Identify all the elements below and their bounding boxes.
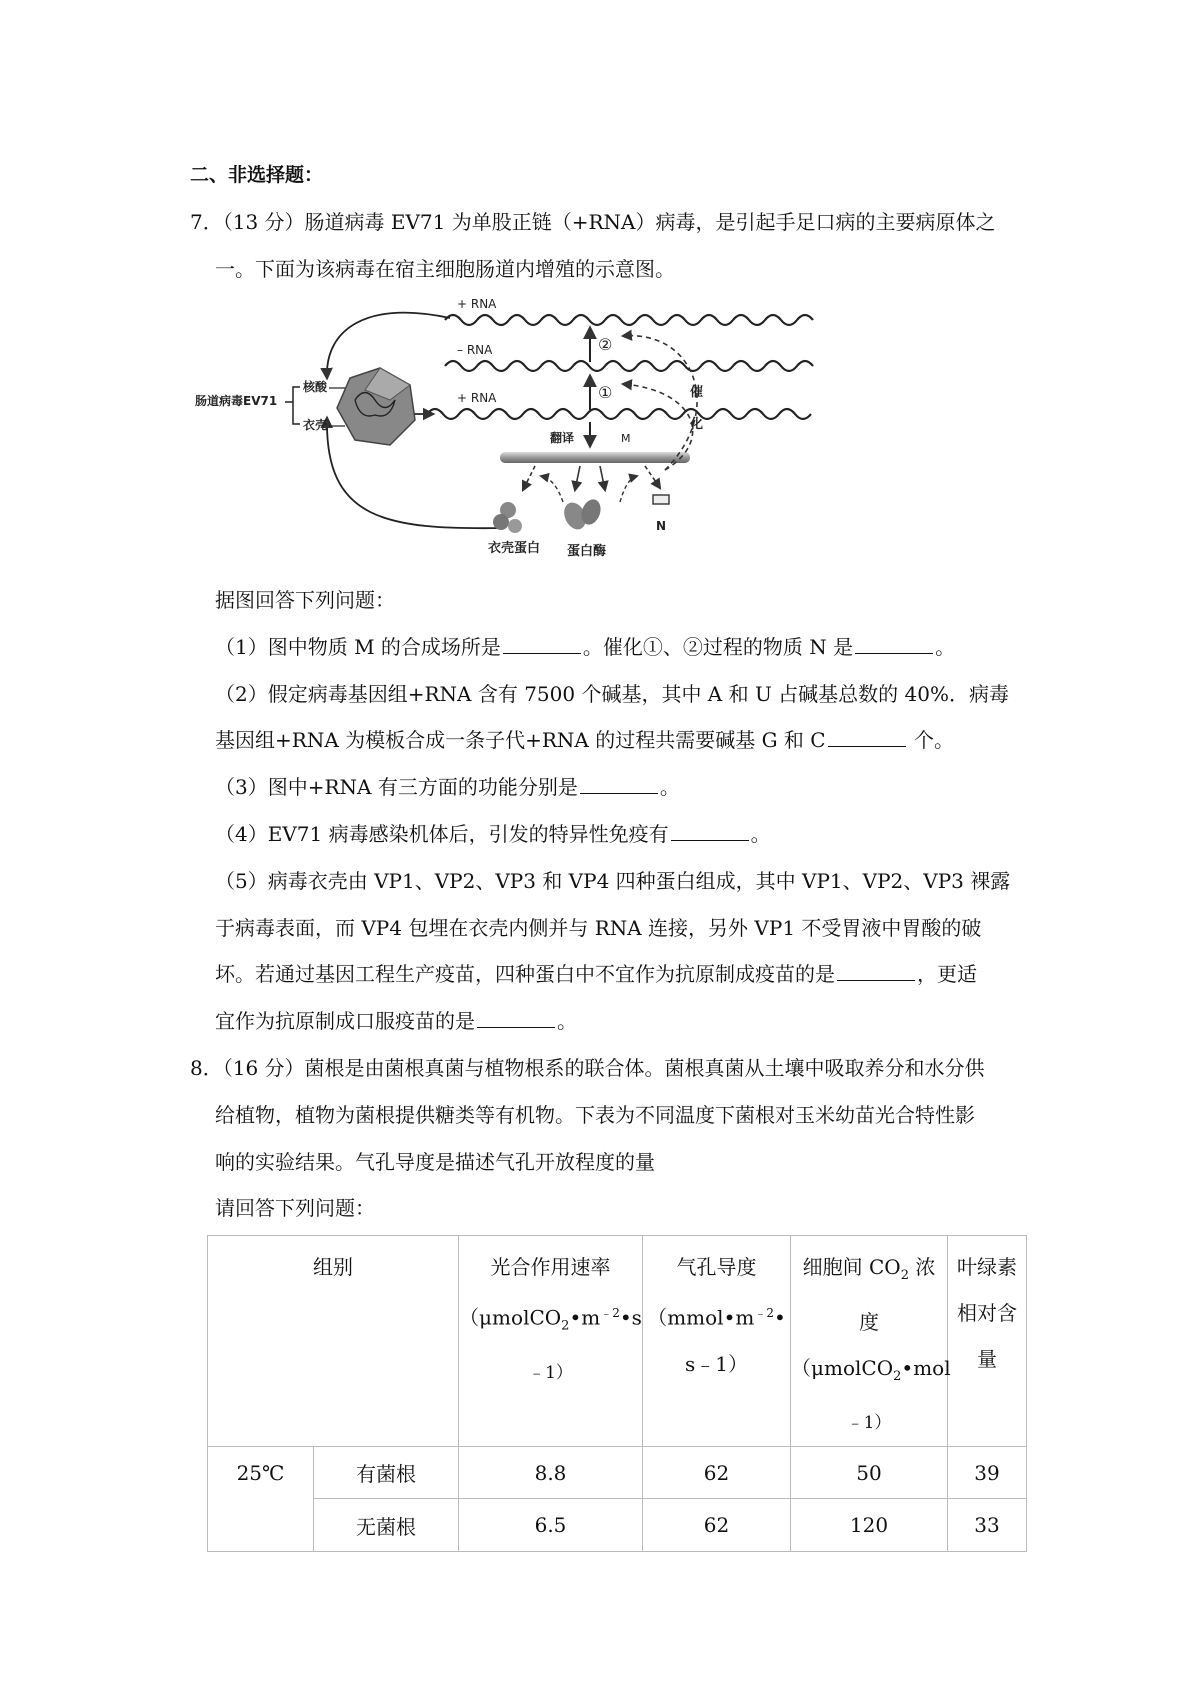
feedback-arrow-top bbox=[327, 313, 450, 378]
stomatal-value: 62 bbox=[643, 1447, 791, 1499]
capsid-protein-label: 衣壳蛋白 bbox=[488, 541, 541, 556]
answer-blank[interactable] bbox=[477, 1009, 555, 1028]
answer-blank[interactable] bbox=[580, 775, 658, 794]
temperature-cell bbox=[208, 1447, 314, 1552]
co2-value: 50 bbox=[791, 1447, 948, 1499]
virus-label: 肠道病毒EV71 bbox=[195, 394, 278, 408]
q7-sub4-part-a: （4）EV71 病毒感染机体后，引发的特异性免疫有 bbox=[215, 822, 669, 846]
header-co2-line3: （μmolCO$_2$•mol bbox=[791, 1356, 951, 1384]
q7-sub4-part-b: 。 bbox=[750, 822, 771, 846]
q7-sub5-line2: 于病毒表面，而 VP4 包埋在衣壳内侧并与 RNA 连接，另外 VP1 不受胃液中胃酸的破 bbox=[215, 916, 982, 940]
arrow-to-n bbox=[645, 466, 660, 488]
rna-minus-label: – RNA bbox=[457, 343, 493, 357]
rna-plus-top-label: + RNA bbox=[457, 297, 497, 311]
q7-sub1-part-c: 。 bbox=[935, 635, 956, 659]
arrow-to-protease-2 bbox=[600, 466, 605, 490]
rna-plus-mid-strand bbox=[427, 409, 811, 419]
q7-sub4 bbox=[215, 818, 771, 847]
arrow-to-capsid-protein bbox=[523, 466, 535, 490]
arrow-to-protease bbox=[575, 466, 580, 490]
protease-cut-arrow-left bbox=[541, 476, 563, 502]
answer-blank[interactable] bbox=[671, 822, 749, 841]
step1-marker: ① bbox=[598, 383, 613, 402]
q7-line1: 7．（13 分）肠道病毒 EV71 为单股正链（+RNA）病毒，是引起手足口病的主要病原体之 bbox=[190, 210, 996, 234]
table-row bbox=[208, 1499, 1027, 1552]
answer-blank[interactable] bbox=[837, 962, 915, 981]
header-photo-line3: ﹣1） bbox=[528, 1362, 573, 1383]
catalyze-char-2: 化 bbox=[690, 417, 704, 432]
rna-plus-top-strand bbox=[445, 315, 813, 325]
q7-sub2-part-a: 基因组+RNA 为模板合成一条子代+RNA 的过程共需要碱基 G 和 C bbox=[215, 728, 826, 752]
header-stoma-line3: s﹣1） bbox=[685, 1351, 748, 1376]
answer-blank[interactable] bbox=[503, 635, 581, 654]
table-row bbox=[208, 1447, 1027, 1499]
q7-sub1 bbox=[215, 631, 955, 660]
q7-sub3-part-a: （3）图中+RNA 有三方面的功能分别是 bbox=[215, 775, 578, 799]
q7-sub2-line1: （2）假定病毒基因组+RNA 含有 7500 个碱基，其中 A 和 U 占碱基总数的 40%．病毒 bbox=[215, 682, 1009, 706]
q7-sub5-line1: （5）病毒衣壳由 VP1、VP2、VP3 和 VP4 四种蛋白组成，其中 VP1、VP2、VP3 裸露 bbox=[215, 869, 1011, 893]
q7-sub3-part-b: 。 bbox=[659, 775, 680, 799]
photosynthesis-value: 6.5 bbox=[459, 1499, 643, 1552]
q8-line3: 响的实验结果。气孔导度是描述气孔开放程度的量 bbox=[215, 1150, 655, 1174]
header-photo-line1: 光合作用速率 bbox=[490, 1255, 611, 1279]
virus-replication-diagram bbox=[195, 290, 765, 570]
m-label: M bbox=[621, 432, 631, 445]
q7-sub1-part-a: （1）图中物质 M 的合成场所是 bbox=[215, 635, 501, 659]
nucleic-acid-label: 核酸 bbox=[303, 380, 328, 394]
header-photo-line2: （$\mu molCO_2•m^{﹣2}•s$ bbox=[459, 1305, 642, 1334]
step2-marker: ② bbox=[598, 335, 613, 354]
header-group-text: 组别 bbox=[313, 1255, 353, 1279]
header-stomatal-conductance bbox=[643, 1236, 791, 1447]
q8-prompt: 请回答下列问题： bbox=[215, 1196, 375, 1220]
header-co2-line4: ﹣1） bbox=[846, 1413, 892, 1433]
capsid-label: 衣壳 bbox=[303, 418, 328, 432]
chlorophyll-value: 33 bbox=[948, 1499, 1027, 1552]
m-polypeptide-bar bbox=[500, 452, 690, 463]
header-co2-line1: 细胞间 $CO_2$ 浓 bbox=[802, 1255, 936, 1283]
header-co2-line2: 度 bbox=[859, 1310, 879, 1334]
capsid-protein-icon bbox=[493, 502, 522, 533]
q7-sub3 bbox=[215, 771, 680, 800]
q7-sub5-line3 bbox=[215, 958, 977, 987]
header-chl-line3: 量 bbox=[977, 1347, 997, 1371]
answer-blank[interactable] bbox=[855, 635, 933, 654]
header-stoma-line2: （$mmol•m^{﹣2}•$ bbox=[647, 1305, 786, 1330]
answer-blank[interactable] bbox=[828, 728, 906, 747]
row-label: 有菌根 bbox=[314, 1447, 459, 1499]
table-header-row bbox=[208, 1236, 1027, 1447]
q7-line2: 一。下面为该病毒在宿主细胞肠道内增殖的示意图。 bbox=[215, 257, 675, 281]
virus-particle-icon bbox=[337, 368, 415, 445]
protease-label: 蛋白酶 bbox=[567, 544, 607, 559]
photosynthesis-value: 8.8 bbox=[459, 1447, 643, 1499]
protease-icon bbox=[560, 497, 604, 533]
header-group bbox=[208, 1236, 459, 1447]
header-intercellular-co2 bbox=[791, 1236, 951, 1447]
q7-sub2-line2 bbox=[215, 724, 954, 753]
header-chl-line2: 相对含 bbox=[957, 1301, 1017, 1325]
header-stoma-line1: 气孔导度 bbox=[676, 1255, 757, 1279]
protease-cut-arrow-right bbox=[620, 476, 637, 502]
q7-sub5-part-a: 坏。若通过基因工程生产疫苗，四种蛋白中不宜作为抗原制成疫苗的是 bbox=[215, 962, 835, 986]
catalyze-char-1: 催 bbox=[690, 385, 704, 400]
header-chlorophyll bbox=[948, 1236, 1027, 1447]
row-label: 无菌根 bbox=[314, 1499, 459, 1552]
q8-line1: 8．（16 分）菌根是由菌根真菌与植物根系的联合体。菌根真菌从土壤中吸取养分和水分供 bbox=[190, 1056, 985, 1080]
header-chl-line1: 叶绿素 bbox=[957, 1255, 1017, 1279]
co2-value: 120 bbox=[791, 1499, 948, 1552]
q7-prompt: 据图回答下列问题： bbox=[215, 588, 395, 612]
mycorrhiza-results-table bbox=[207, 1235, 1027, 1552]
n-substance-icon bbox=[653, 495, 669, 504]
q7-sub5-line4 bbox=[215, 1005, 577, 1034]
translation-label: 翻译 bbox=[550, 431, 575, 445]
q7-sub1-part-b: 。催化①、②过程的物质 N 是 bbox=[582, 635, 854, 659]
q8-line2: 给植物，植物为菌根提供糖类等有机物。下表为不同温度下菌根对玉米幼苗光合特性影 bbox=[215, 1103, 975, 1127]
chlorophyll-value: 39 bbox=[948, 1447, 1027, 1499]
n-label: N bbox=[656, 519, 667, 533]
q7-sub5-part-d: 。 bbox=[557, 1009, 577, 1033]
rna-minus-strand bbox=[445, 361, 813, 371]
q7-sub5-part-b: ，更适 bbox=[917, 962, 977, 986]
header-photosynthesis-rate bbox=[459, 1236, 643, 1447]
rna-plus-mid-label: + RNA bbox=[457, 391, 497, 405]
virus-bracket bbox=[285, 387, 300, 424]
catalysis-arrow-2 bbox=[623, 336, 697, 470]
q7-sub2-part-b: 个。 bbox=[907, 728, 954, 752]
temperature-text: 25℃ bbox=[236, 1461, 285, 1485]
stomatal-value: 62 bbox=[643, 1499, 791, 1552]
q7-sub5-part-c: 宜作为抗原制成口服疫苗的是 bbox=[215, 1009, 475, 1033]
section-title: 二、非选择题： bbox=[190, 164, 324, 186]
